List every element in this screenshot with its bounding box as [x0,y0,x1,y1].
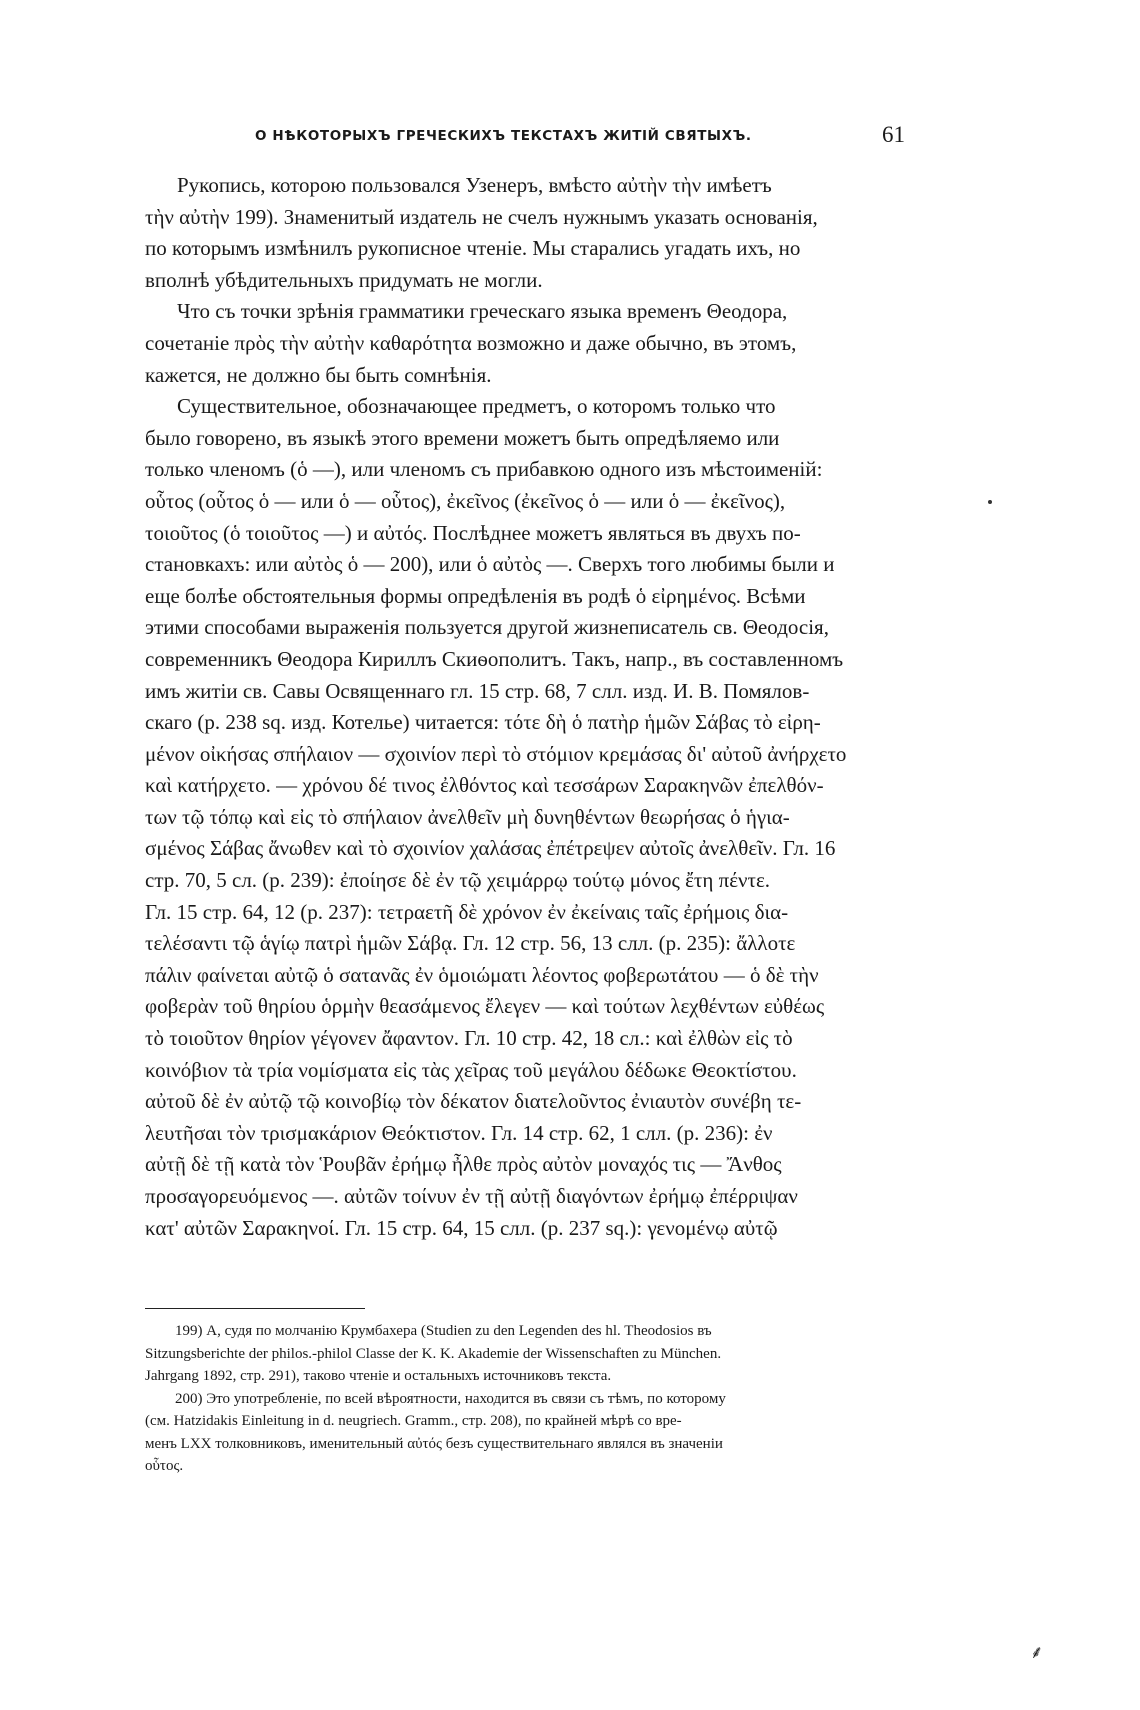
footnote-divider [145,1308,365,1309]
text-line: Рукопись, которою пользовался Узенеръ, вмѣсто αὐτὴν τὴν имѣетъ [177,173,772,197]
margin-speck [988,500,992,504]
main-text [145,170,905,1244]
text-line: αὐτῇ δὲ τῇ κατὰ τὸν Ῥουβᾶν ἐρήμῳ ἦλθε πρὸς αὐτὸν μοναχός τις — Ἄνθος [145,1152,782,1177]
text-line: κοινόβιον τὰ τρία νομίσματα εἰς τὰς χεῖρας τοῦ μεγάλου δέδωκε Θεοκτίστου. [145,1057,797,1082]
page-number: 61 [882,122,905,147]
text-line: τὴν αὐτὴν 199). Знаменитый издатель не счелъ нужнымъ указать основанія, [145,204,818,229]
text-line: Гл. 15 стр. 64, 12 (p. 237): τετραετῆ δὲ χρόνον ἐν ἐκείναις ταῖς ἐρήμοις δια- [145,899,789,924]
text-line: имъ житіи св. Савы Освященнаго гл. 15 стр. 68, 7 слл. изд. И. В. Помялов- [145,678,810,703]
scan-artifact-mark: ⸙ [1030,1642,1044,1663]
page-header [145,122,905,152]
text-line: προσαγορευόμενος —. αὐτῶν τοίνυν ἐν τῇ αὐτῇ διαγόντων ἐρήμῳ ἐπέρριψαν [145,1184,798,1208]
text-line: τοιοῦτος (ὁ τοιοῦτος —) и αὐτός. Послѣднее можетъ являться въ двухъ по- [145,520,801,545]
text-line: еще болѣе обстоятельныя формы опредѣленія въ родѣ ὁ εἰρημένος. Всѣми [145,583,806,608]
text-line: сочетаніе πρὸς τὴν αὐτὴν καθαρότητα возможно и даже обычно, въ этомъ, [145,330,797,355]
footnote-line: 199) А, судя по молчанію Крумбахера (Studien zu den Legenden des hl. Theodosios въ [175,1323,712,1339]
text-line: τελέσαντι τῷ ἁγίῳ πατρὶ ἡμῶν Σάβᾳ. Гл. 12 стр. 56, 13 слл. (p. 235): ἄλλοτε [145,931,796,956]
text-line: Существительное, обозначающее предметъ, о которомъ только что [177,394,776,419]
text-line: κατ' αὐτῶν Σαρακηνοί. Гл. 15 стр. 64, 15 слл. (p. 237 sq.): γενομένῳ αὐτῷ [145,1215,778,1240]
text-line: только членомъ (ὁ —), или членомъ съ прибавкою одного изъ мѣстоименій: [145,457,823,482]
text-line: по которымъ измѣнилъ рукописное чтеніе. Мы старались угадать ихъ, но [145,236,801,261]
footnote-line: менъ LXX толковниковъ, именительный αὐτός безъ существительнаго являлся въ значеніи [145,1435,723,1452]
text-line: λευτῆσαι τὸν τρισμακάριον Θεόκτιστον. Гл. 14 стр. 62, 1 слл. (p. 236): ἐν [145,1120,773,1145]
text-line: οὗτος (οὗτος ὁ — или ὁ — οὗτος), ἐκεῖνος (ἐκεῖνος ὁ — или ὁ — ἐκεῖνος), [145,488,786,513]
text-line: становкахъ: или αὐτὸς ὁ — 200), или ὁ αὐτὸς —. Сверхъ того любимы были и [145,552,835,577]
text-line: φοβερὰν τοῦ θηρίου ὁρμὴν θεασάμενος ἔλεγεν — καὶ τούτων λεχθέντων εὐθέως [145,994,825,1019]
footnote-line: Jahrgang 1892, стр. 291), таково чтеніе и остальныхъ источниковъ текста. [145,1368,612,1384]
footnote-line: Sitzungsberichte der philos.-philol Classe der K. K. Akademie der Wissenschaften zu München. [145,1345,722,1362]
text-line: стр. 70, 5 сл. (p. 239): ἐποίησε δὲ ἐν τῷ χειμάρρῳ τούτῳ μόνος ἔτη πέντε. [145,868,771,893]
text-line: τὸ τοιοῦτον θηρίον γέγονεν ἄφαντον. Гл. 10 стр. 42, 18 сл.: καὶ ἐλθὼν εἰς τὸ [145,1026,793,1051]
text-line: των τῷ τόπῳ καὶ εἰς τὸ σπήλαιον ἀνελθεῖν μὴ δυνηθέντων θεωρήσας ὁ ἡγια- [145,804,790,829]
footnote-line: οὗτος. [145,1458,184,1474]
text-line: вполнѣ убѣдительныхъ придумать не могли. [145,267,543,292]
text-line: πάλιν φαίνεται αὐτῷ ὁ σατανᾶς ἐν ὁμοιώματι λέοντος φοβερωτάτου — ὁ δὲ τὴν [145,962,819,987]
text-line: современникъ Θеодора Кириллъ Скиѳополитъ. Такъ, напр., въ составленномъ [145,646,844,671]
footnote-line: 200) Это употребленіе, по всей вѣроятности, находится въ связи съ тѣмъ, по которому [175,1390,726,1407]
text-line: καὶ κατήρχετο. — χρόνου δέ τινος ἐλθόντος καὶ τεσσάρων Σαρακηνῶν ἐπελθόν- [145,773,824,798]
text-line: было говорено, въ языкѣ этого времени можетъ быть опредѣляемо или [145,425,780,450]
running-head: О НѢКОТОРЫХЪ ГРЕЧЕСКИХЪ ТЕКСТАХЪ ЖИТІЙ СВЯТЫХЪ. [255,128,752,144]
footnote-line: (см. Hatzidakis Einleitung in d. neugriech. Gramm., стр. 208), по крайней мѣрѣ со вре- [145,1413,682,1429]
text-line: Что съ точки зрѣнія грамматики греческаго языка временъ Θеодора, [177,299,788,324]
text-line: скаго (p. 238 sq. изд. Котелье) читается: τότε δὴ ὁ πατὴρ ἡμῶν Σάβας τὸ εἰρη- [145,710,821,735]
text-line: αὐτοῦ δὲ ἐν αὐτῷ τῷ κοινοβίῳ τὸν δέκατον διατελοῦντος ἐνιαυτὸν συνέβη τε- [145,1089,802,1114]
text-line: кажется, не должно бы быть сомнѣнія. [145,362,492,387]
footnotes [145,1320,905,1478]
text-line: этими способами выраженія пользуется другой жизнеписатель св. Θеодосія, [145,615,829,640]
text-line: σμένος Σάβας ἄνωθεν καὶ τὸ σχοινίον χαλάσας ἐπέτρεψεν αὐτοῖς ἀνελθεῖν. Гл. 16 [145,836,836,861]
text-line: μένον οἰκήσας σπήλαιον — σχοινίον περὶ τὸ στόμιον κρεμάσας δι' αὐτοῦ ἀνήρχετο [145,741,847,766]
